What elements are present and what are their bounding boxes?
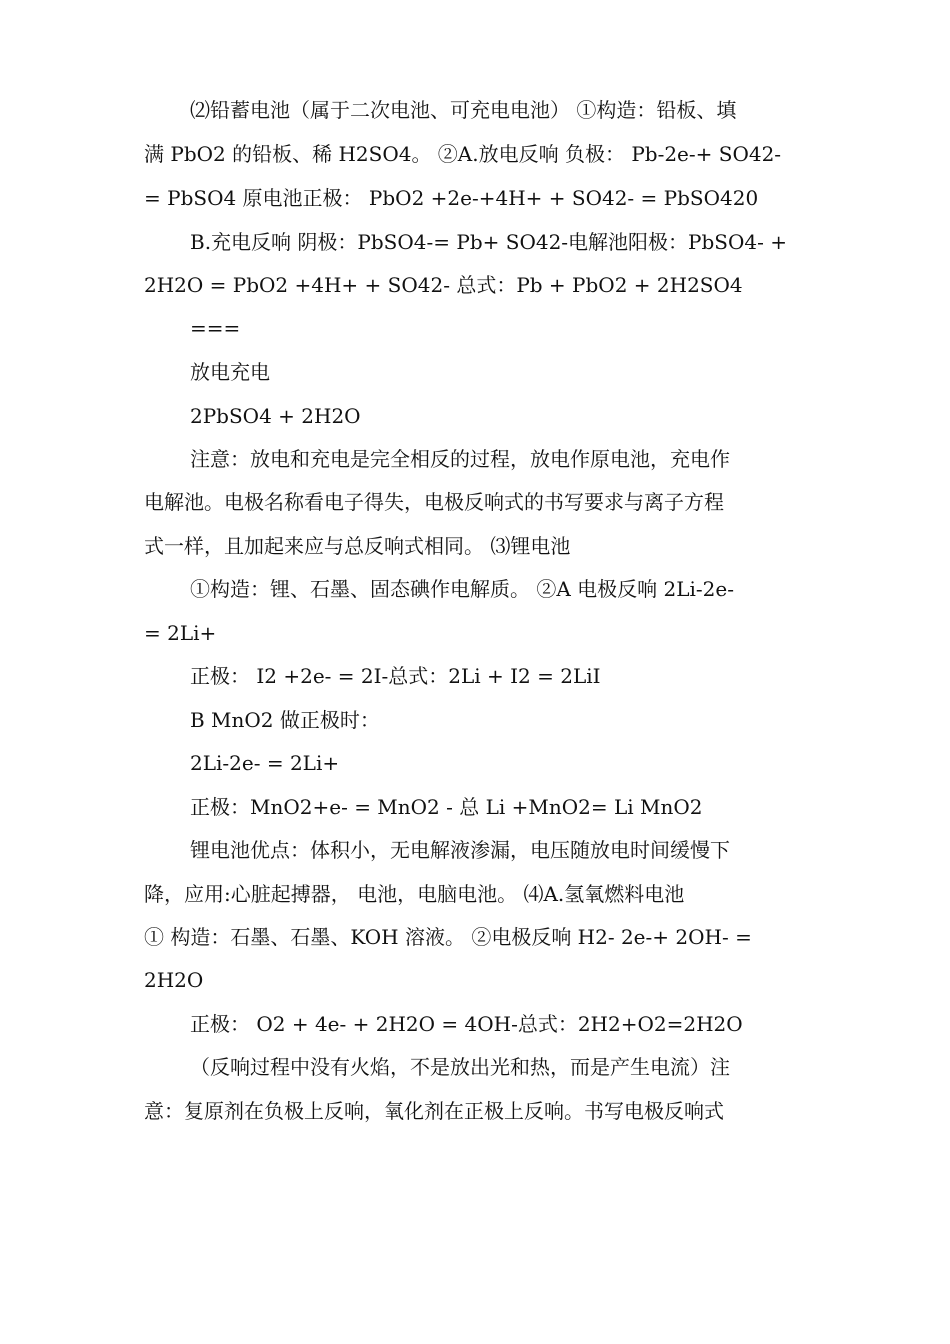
text-line: 式一样，且加起来应与总反响式相同。 ⑶锂电池	[144, 534, 571, 558]
text-line: 满 PbO2 的铅板、稀 H2SO4。 ②A.放电反响 负极： Pb-2e-+ SO42-	[144, 142, 782, 166]
text-line: 锂电池优点：体积小，无电解液渗漏，电压随放电时间缓慢下	[190, 838, 730, 862]
text-line: 意：复原剂在负极上反响，氧化剂在正极上反响。书写电极反响式	[144, 1099, 724, 1123]
text-line: 2Li-2e- = 2Li+	[190, 751, 340, 775]
text-line: ===	[190, 316, 241, 340]
text-line: 2H2O	[144, 968, 204, 992]
text-line: B MnO2 做正极时：	[190, 708, 380, 732]
text-line: 正极：MnO2+e- = MnO2 - 总 Li +MnO2= Li MnO2	[190, 795, 703, 819]
text-line: 2H2O = PbO2 +4H+ + SO42- 总式：Pb + PbO2 + 2H2SO4	[144, 273, 743, 297]
text-line: 放电充电	[190, 360, 270, 384]
text-line: 电解池。电极名称看电子得失，电极反响式的书写要求与离子方程	[144, 490, 724, 514]
text-line: （反响过程中没有火焰，不是放出光和热，而是产生电流）注	[190, 1055, 730, 1079]
text-line: 2PbSO4 + 2H2O	[190, 404, 361, 428]
text-line: ① 构造：石墨、石墨、KOH 溶液。 ②电极反响 H2- 2e-+ 2OH- =	[144, 925, 752, 949]
text-line: = PbSO4 原电池正极： PbO2 +2e-+4H+ + SO42- = PbSO420	[144, 186, 759, 210]
text-line: = 2Li+	[144, 621, 217, 645]
text-line: 正极： I2 +2e- = 2I-总式：2Li + I2 = 2LiI	[190, 664, 601, 688]
text-line: ⑵铅蓄电池（属于二次电池、可充电电池） ①构造：铅板、填	[190, 98, 737, 122]
text-line: 注意：放电和充电是完全相反的过程，放电作原电池，充电作	[190, 447, 730, 471]
text-line: B.充电反响 阴极：PbSO4-= Pb+ SO42-电解池阳极：PbSO4- +	[190, 230, 788, 254]
text-line: ①构造：锂、石墨、固态碘作电解质。 ②A 电极反响 2Li-2e-	[190, 577, 734, 601]
text-line: 降，应用:心脏起搏器， 电池，电脑电池。 ⑷A.氢氧燃料电池	[144, 882, 685, 906]
text-line: 正极： O2 + 4e- + 2H2O = 4OH-总式：2H2+O2=2H2O	[190, 1012, 743, 1036]
